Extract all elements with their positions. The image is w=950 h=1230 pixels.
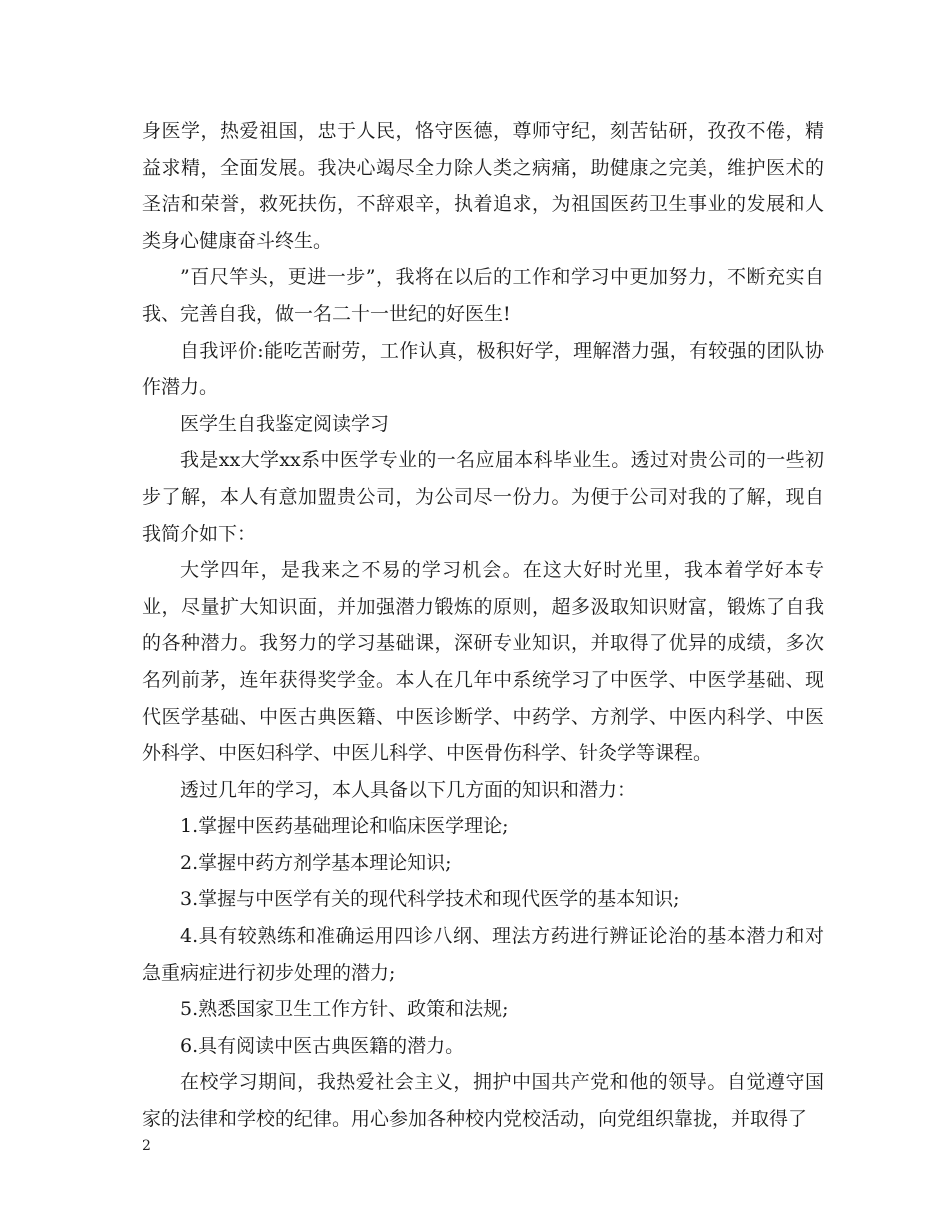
list-item-4: 4.具有较熟练和准确运用四诊八纲、理法方药进行辨证论治的基本潜力和对急重病症进行初步处理的潜力;: [142, 925, 824, 984]
page-number: 2: [142, 1138, 151, 1154]
list-item-1: 1.掌握中医药基础理论和临床医学理论;: [180, 815, 509, 838]
document-body: [142, 113, 824, 1138]
paragraph-university-years: 大学四年，是我来之不易的学习机会。在这大好时光里，我本着学好本专业，尽量扩大知识面，并加强潜力锻炼的原则，超多汲取知识财富，锻炼了自我的各种潜力。我努力的学习基础课，深研专业知识，并取得了优异的成绩，多次名列前茅，连年获得奖学金。本人在几年中系统学习了中医学、中医学基础、现代医学基础、中医古典医籍、中医诊断学、中药学、方剂学、中医内科学、中医外科学、中医妇科学、中医儿科学、中医骨伤科学、针灸学等课程。: [142, 559, 824, 765]
list-item-5: 5.熟悉国家卫生工作方针、政策和法规;: [180, 998, 509, 1021]
paragraph-continuation: 身医学，热爱祖国，忠于人民，恪守医德，尊师守纪，刻苦钻研，孜孜不倦，精益求精，全面发展。我决心竭尽全力除人类之病痛，助健康之完美，维护医术的圣洁和荣誉，救死扶伤，不辞艰辛，执着追求，为祖国医药卫生事业的发展和人类身心健康奋斗终生。: [142, 120, 824, 252]
paragraph-abilities-intro: 透过几年的学习，本人具备以下几方面的知识和潜力：: [180, 778, 637, 801]
list-item-2: 2.掌握中药方剂学基本理论知识;: [180, 851, 452, 874]
section-heading: 医学生自我鉴定阅读学习: [180, 412, 390, 435]
list-item-6: 6.具有阅读中医古典医籍的潜力。: [180, 1034, 465, 1057]
list-item-3: 3.掌握与中医学有关的现代科学技术和现代医学的基本知识;: [180, 888, 680, 911]
paragraph-introduction: 我是xx大学xx系中医学专业的一名应届本科毕业生。透过对贵公司的一些初步了解，本人有意加盟贵公司，为公司尽一份力。为便于公司对我的了解，现自我简介如下：: [142, 449, 824, 545]
paragraph-self-evaluation: 自我评价:能吃苦耐劳，工作认真，极积好学，理解潜力强，有较强的团队协作潜力。: [142, 339, 824, 399]
paragraph-school-period: 在校学习期间，我热爱社会主义，拥护中国共产党和他的领导。自觉遵守国家的法律和学校的纪律。用心参加各种校内党校活动，向党组织靠拢，并取得了: [142, 1071, 824, 1131]
paragraph-resolution: ”百尺竿头，更进一步”，我将在以后的工作和学习中更加努力，不断充实自我、完善自我，做一名二十一世纪的好医生!: [142, 266, 824, 325]
